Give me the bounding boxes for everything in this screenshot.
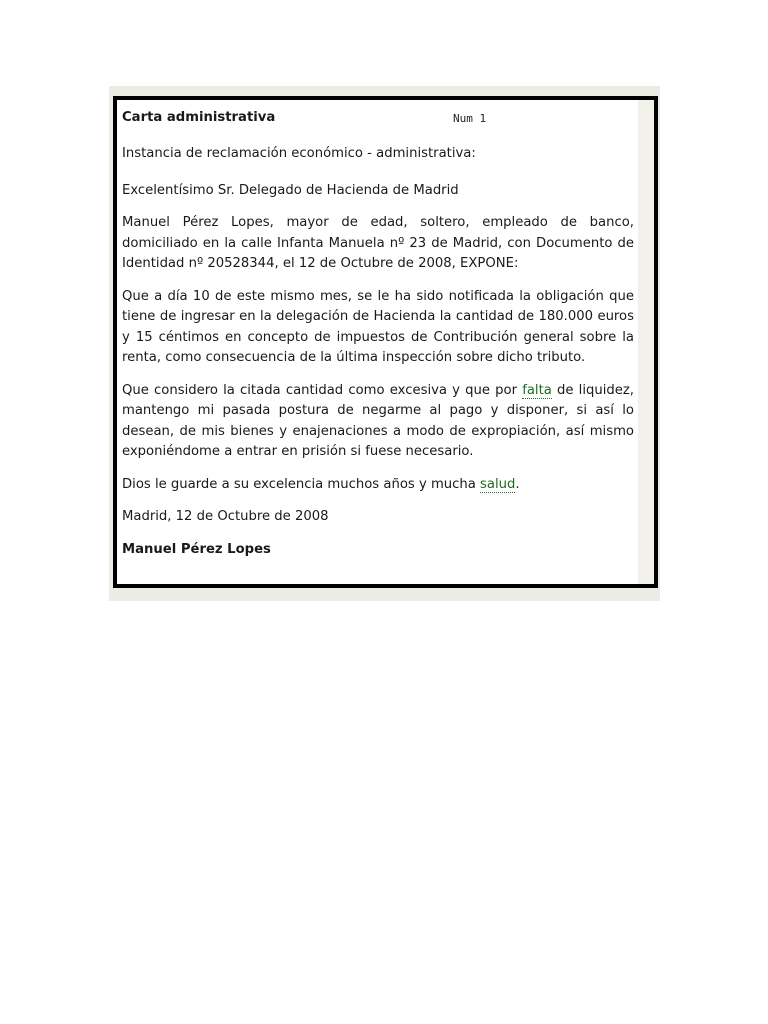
letter-paragraph-2	[122, 381, 634, 463]
letter-body	[122, 108, 634, 560]
letter-title: Carta administrativa	[122, 110, 276, 125]
letter-place-date: Madrid, 12 de Octubre de 2008	[122, 509, 329, 524]
closing-text-start: Dios le guarde a su excelencia muchos años y mucha	[122, 476, 481, 492]
letter-heading: Instancia de reclamación económico - administrativa:	[122, 146, 476, 161]
falta-link[interactable]: falta	[522, 382, 552, 398]
letter-number: Num 1	[453, 112, 487, 125]
letter-header	[122, 108, 634, 130]
letter-closing	[122, 475, 634, 496]
salud-link[interactable]: salud	[480, 476, 516, 492]
letter-salutation: Excelentísimo Sr. Delegado de Hacienda de Madrid	[122, 182, 459, 198]
letter-paragraph-1: Que a día 10 de este mismo mes, se le ha sido notificada la obligación que tiene de ingresar en la delegación de Hacienda la cantidad de 180.000 euros y 15 céntimos en concepto de impuestos de Contribución general sobre la renta, como consecuencia de la última inspección sobre dicho tributo.	[122, 288, 634, 365]
closing-text-end: .	[515, 476, 520, 492]
letter-intro: Manuel Pérez Lopes, mayor de edad, soltero, empleado de banco, domiciliado en la calle Infanta Manuela nº 23 de Madrid, con Documento de Identidad nº 20528344, el 12 de Octubre de 2008, EXPONE:	[122, 215, 634, 271]
letter-frame	[113, 96, 658, 588]
paragraph-2-text-start: Que considero la citada cantidad como excesiva y que por	[122, 382, 523, 398]
letter-signature: Manuel Pérez Lopes	[122, 541, 271, 557]
paragraph-2-text-end: de liquidez, mantengo mi pasada postura de negarme al pago y disponer, si así lo desean, de mis bienes y enajenaciones a modo de expropiación, así mismo exponiéndome a entrar en prisión si fuese necesario.	[122, 382, 634, 459]
